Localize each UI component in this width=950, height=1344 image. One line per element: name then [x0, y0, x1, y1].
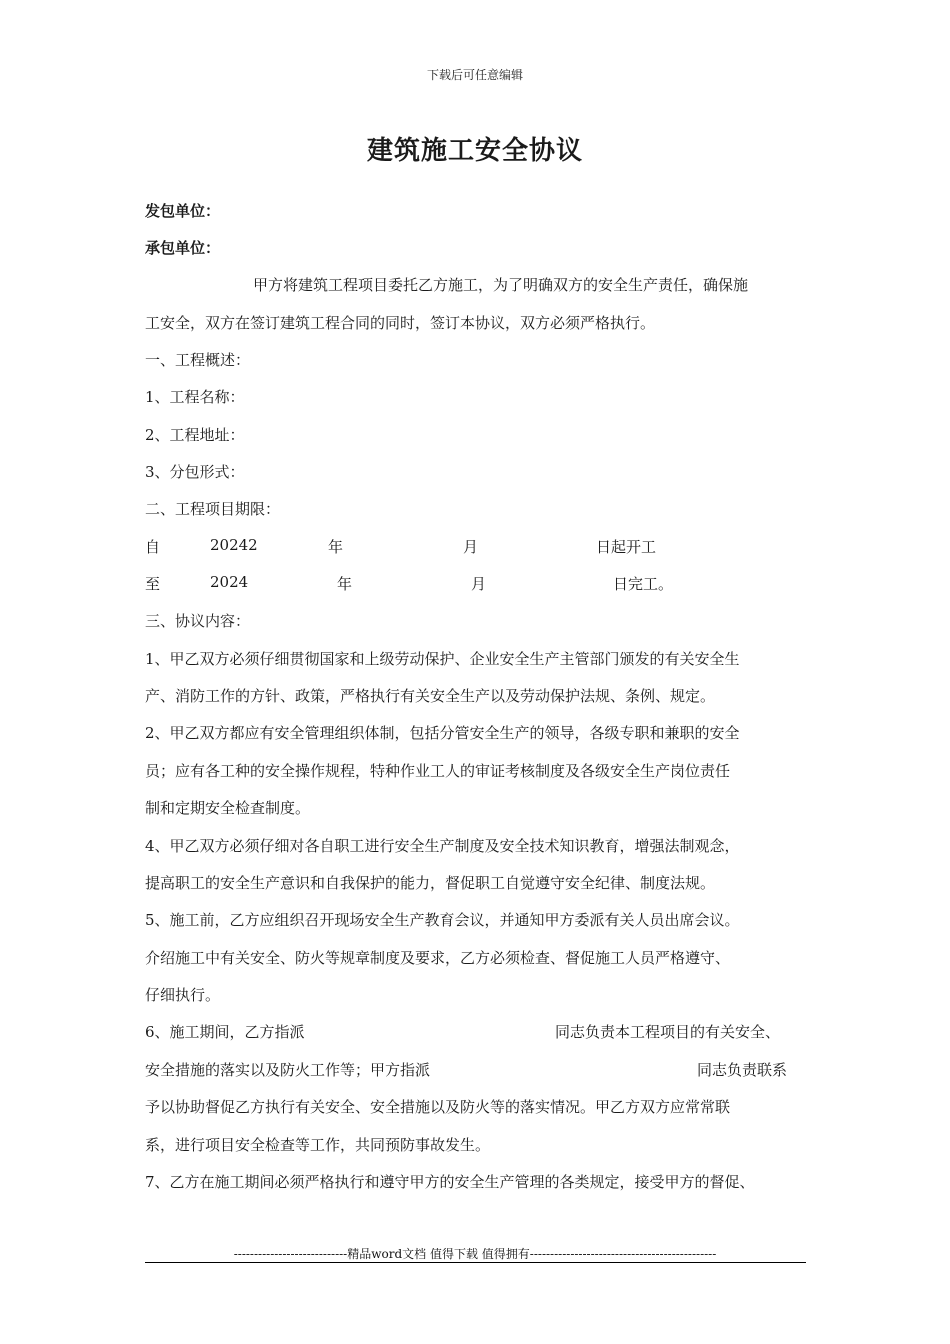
clause-line: 系，进行项目安全检查等工作，共同预防事故发生。 [145, 1136, 491, 1154]
finish-day-text: 日完工。 [613, 575, 674, 593]
start-year-unit: 年 [328, 538, 344, 556]
subcontract-form-label: 3、分包形式： [145, 463, 245, 481]
project-name-label: 1、工程名称： [145, 388, 245, 406]
clause-line: 7、乙方在施工期间必须严格执行和遵守甲方的安全生产管理的各类规定，接受甲方的督促、 [145, 1173, 755, 1191]
start-month-unit: 月 [463, 538, 479, 556]
start-year: 20242 [210, 536, 258, 554]
clause-line: 予以协助督促乙方执行有关安全、安全措施以及防火等的落实情况。甲乙方双方应常常联 [145, 1098, 731, 1116]
clause6-line1-right: 同志负责本工程项目的有关安全、 [555, 1023, 781, 1041]
project-address-label: 2、工程地址： [145, 426, 245, 444]
page-footer: ----------------------------精品word文档 值得下载 值得拥有---------------------------------------------- [233, 1247, 717, 1261]
clause-line: 仔细执行。 [145, 986, 221, 1004]
clause-line: 5、施工前，乙方应组织召开现场安全生产教育会议，并通知甲方委派有关人员出席会议。 [145, 911, 740, 929]
clause-line: 4、甲乙双方必须仔细对各自职工进行安全生产制度及安全技术知识教育，增强法制观念， [145, 837, 740, 855]
start-day-text: 日起开工 [596, 538, 657, 556]
start-prefix: 自 [145, 538, 161, 556]
section2-heading: 二、工程项目期限： [145, 500, 281, 518]
clause-line: 提高职工的安全生产意识和自我保护的能力，督促职工自觉遵守安全纪律、制度法规。 [145, 874, 716, 892]
finish-prefix: 至 [145, 575, 161, 593]
clause-line: 产、消防工作的方针、政策，严格执行有关安全生产以及劳动保护法规、条例、规定。 [145, 687, 716, 705]
footer-divider [145, 1262, 806, 1263]
clause-line: 介绍施工中有关安全、防火等规章制度及要求，乙方必须检查、督促施工人员严格遵守、 [145, 949, 731, 967]
section1-heading: 一、工程概述： [145, 351, 251, 369]
clause6-line1-left: 6、施工期间，乙方指派 [145, 1023, 305, 1041]
document-title: 建筑施工安全协议 [366, 136, 583, 166]
finish-month-unit: 月 [471, 575, 487, 593]
intro-line-1: 甲方将建筑工程项目委托乙方施工，为了明确双方的安全生产责任，确保施 [253, 276, 749, 294]
clause-line: 员；应有各工种的安全操作规程，特种作业工人的审证考核制度及各级安全生产岗位责任 [145, 762, 731, 780]
finish-year: 2024 [210, 573, 249, 591]
page-header: 下载后可任意编辑 [426, 68, 523, 82]
clause-line: 制和定期安全检查制度。 [145, 799, 311, 817]
clause-line: 1、甲乙双方必须仔细贯彻国家和上级劳动保护、企业安全生产主管部门颁发的有关安全生 [145, 650, 740, 668]
party-a-label: 发包单位： [145, 202, 221, 220]
party-b-label: 承包单位： [145, 239, 221, 257]
intro-line-2: 工安全，双方在签订建筑工程合同的同时，签订本协议，双方必须严格执行。 [145, 314, 656, 332]
clause6-line2-left: 安全措施的落实以及防火工作等；甲方指派 [145, 1061, 431, 1079]
clause6-line2-right: 同志负责联系 [697, 1061, 788, 1079]
finish-year-unit: 年 [337, 575, 353, 593]
section3-heading: 三、协议内容： [145, 612, 251, 630]
clause-line: 2、甲乙双方都应有安全管理组织体制，包括分管安全生产的领导，各级专职和兼职的安全 [145, 724, 740, 742]
